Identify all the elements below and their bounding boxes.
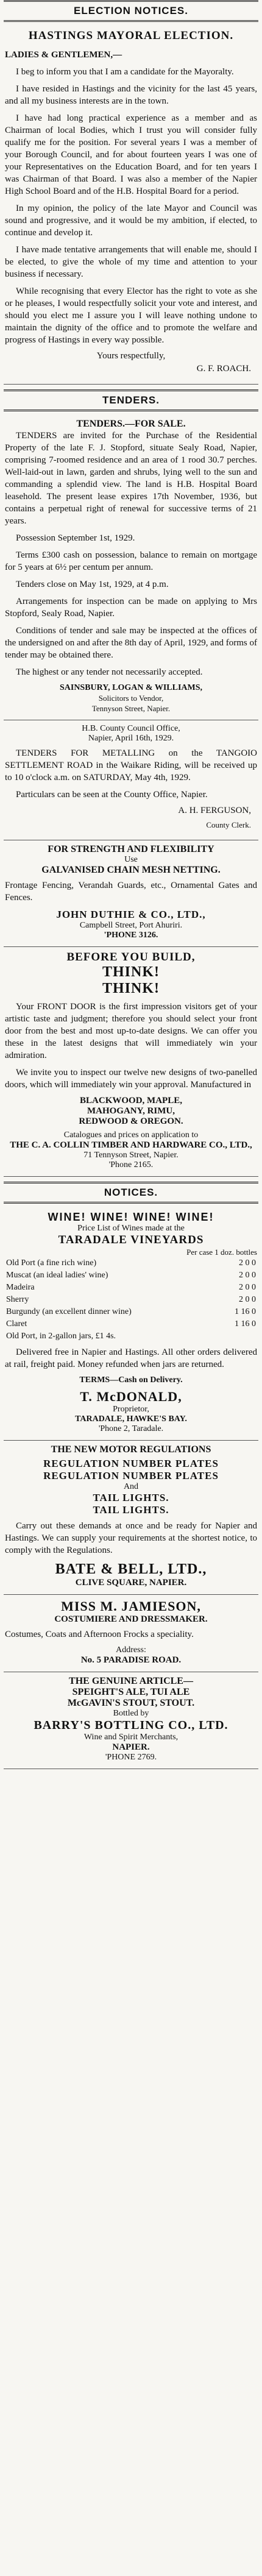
price-row [5, 1257, 257, 1269]
barrys-line-1: SPEIGHT'S ALE, TUI ALE [72, 1687, 190, 1697]
reg-line-5: TAIL LIGHTS. [93, 1504, 169, 1516]
price-item: Old Port (a fine rich wine) [6, 1258, 97, 1268]
election-para-6: While recognising that every Elector has the right to vote as she or he pleases, I would respectfully solicit your vote and interest, and should you elect me I assure you I will leave nothing undone to maintain the dignity of the office and to promote the welfare and progress of Hastings in every way possible. [5, 286, 257, 345]
price-value: 2 0 0 [239, 1258, 256, 1268]
price-value: 1 16 0 [235, 1307, 256, 1316]
build-catalogue: Catalogues and prices on application to [63, 1130, 199, 1140]
sale-signature-sub1: Solicitors to Vendor, [98, 694, 164, 703]
reg-heading: THE NEW MOTOR REGULATIONS [51, 1444, 211, 1455]
metal-signature-sub: County Clerk. [206, 820, 251, 829]
jamieson-address: No. 5 PARADISE ROAD. [80, 1655, 182, 1665]
sale-para-6: Conditions of tender and sale may be inspected at the offices of the undersigned on and after the 8th day of April, 1929, and forms of tender may be obtained there. [5, 626, 257, 660]
metal-particulars: Particulars can be seen at the County Office, Napier. [16, 790, 208, 800]
roach-election-ad [4, 26, 258, 385]
wine-heading: TARADALE VINEYARDS [58, 1233, 204, 1246]
reg-line-2: REGULATION NUMBER PLATES [43, 1470, 219, 1481]
chain-firm: JOHN DUTHIE & CO., LTD., [56, 909, 206, 920]
wine-price-table [5, 1257, 257, 1343]
reg-body: Carry out these demands at once and be ready for Napier and Hastings. We can supply your requirements at the shortest notice, to comply with the Regulations. [5, 1521, 257, 1555]
jamieson-body: Costumes, Coats and Afternoon Frocks a speciality. [5, 1630, 194, 1639]
price-row [5, 1330, 257, 1343]
barrys-heading: THE GENUINE ARTICLE— [69, 1676, 193, 1686]
build-para-2: We invite you to inspect our twelve new designs of two-panelled doors, which will immediately win your approval. Manufactured in [5, 1068, 257, 1090]
motor-regulations-ad [4, 1441, 258, 1595]
price-row [5, 1318, 257, 1330]
build-heading: BEFORE YOU BUILD, [66, 951, 196, 963]
reg-firm: BATE & BELL, LTD., [55, 1561, 207, 1577]
reg-line-1: REGULATION NUMBER PLATES [43, 1458, 219, 1469]
price-item: Madeira [6, 1283, 35, 1292]
price-row [5, 1306, 257, 1318]
sale-para-3: Terms £300 cash on possession, balance to remain on mortgage for 5 years at 6½ per centum per annum. [5, 550, 257, 572]
barrys-bottling-ad [4, 1672, 258, 1769]
council-office: H.B. County Council Office, [82, 724, 180, 733]
proprietor-name: T. McDONALD, [80, 1389, 182, 1404]
collin-timber-ad [4, 947, 258, 1177]
wine-terms: TERMS—Cash on Delivery. [79, 1375, 183, 1385]
notices-section-header: NOTICES. [4, 1182, 258, 1204]
chain-body: Frontage Fencing, Verandah Guards, etc., Ornamental Gates and Fences. [5, 881, 257, 903]
election-closing: Yours respectfully, [96, 351, 166, 361]
chain-mesh-ad [4, 840, 258, 947]
build-woods-2: MAHOGANY, RIMU, [87, 1106, 175, 1116]
sale-para-1: TENDERS are invited for the Purchase of the Residential Property of the late F. J. Stopford, situate Sealy Road, Napier, comprising 7-roomed residence and an area of 1 rood 30.7 perches. Well-laid-out in lawn, garden and shrubs, lying well to the sun and commanding a splendid view. The land is H.B. Hospital Board leasehold. The present lease expires 17th November, 1936, but contains a perpetual right of renewal for successive terms of 21 years. [5, 431, 257, 526]
election-salutation: LADIES & GENTLEMEN,— [5, 50, 122, 60]
build-think-1: THINK! [102, 964, 160, 980]
metal-signature: A. H. FERGUSON, [178, 806, 251, 815]
chain-phone: 'PHONE 3126. [104, 931, 158, 940]
jamieson-trade: COSTUMIERE AND DRESSMAKER. [54, 1614, 208, 1624]
price-value: 1 16 0 [235, 1319, 256, 1329]
election-signature: G. F. ROACH. [196, 364, 251, 374]
price-item: Sherry [6, 1295, 29, 1304]
build-address: 71 Tennyson Street, Napier. [83, 1151, 179, 1160]
sale-signature-sub2: Tennyson Street, Napier. [91, 704, 171, 713]
election-para-3: I have had long practical experience as a member and as Chairman of local Bodies, which I trust you will consider fully qualify me for the position. For several years I was a member of your Borough Council, and for about fourteen years I was one of your Representatives on the Education Board, and for ten years I was Chairman of that Board. I was also a member of the Napier High School Board and of the H.B. Hospital Board for a period. [5, 113, 257, 196]
price-value: 2 0 0 [239, 1283, 256, 1292]
proprietor-title: Proprietor, [113, 1405, 149, 1414]
barrys-address: NAPIER. [112, 1742, 150, 1752]
price-item: Claret [6, 1319, 27, 1329]
jamieson-name: MISS M. JAMIESON, [61, 1598, 201, 1614]
sale-para-7: The highest or any tender not necessarily accepted. [16, 667, 203, 677]
price-value: 2 0 0 [239, 1295, 256, 1304]
price-value: 2 0 0 [239, 1271, 256, 1280]
sale-para-4: Tenders close on May 1st, 1929, at 4 p.m. [16, 580, 169, 589]
council-date: Napier, April 16th, 1929. [88, 734, 174, 743]
sale-para-2: Possession September 1st, 1929. [16, 533, 135, 543]
chain-heading-3: GALVANISED CHAIN MESH NETTING. [41, 865, 221, 875]
reg-address: CLIVE SQUARE, NAPIER. [75, 1578, 187, 1588]
reg-line-3: And [123, 1482, 139, 1491]
build-para-1: Your FRONT DOOR is the first impression visitors get of your artistic taste and judgment; therefore you should select your front door from the best and most up-to-date designs. We can offer you these in the latest designs that will immediately win your admiration. [5, 1002, 257, 1060]
build-phone: 'Phone 2165. [108, 1160, 154, 1169]
taradale-wine-ad [4, 1207, 258, 1441]
build-think-2: THINK! [102, 981, 160, 996]
chain-heading-2: Use [124, 855, 138, 864]
barrys-line-2: McGAVIN'S STOUT, STOUT. [67, 1698, 195, 1708]
barrys-phone: 'PHONE 2769. [105, 1753, 157, 1762]
build-firm: THE C. A. COLLIN TIMBER AND HARDWARE CO., LTD., [10, 1140, 252, 1150]
build-woods-1: BLACKWOOD, MAPLE, [80, 1096, 182, 1105]
price-item: Burgundy (an excellent dinner wine) [6, 1307, 132, 1316]
chain-heading-1: FOR STRENGTH AND FLEXIBILITY [48, 844, 214, 854]
sale-heading: TENDERS.—FOR SALE. [76, 419, 186, 429]
price-row [5, 1269, 257, 1282]
election-section-header: ELECTION NOTICES. [4, 0, 258, 22]
election-para-1: I beg to inform you that I am a candidate for the Mayoralty. [16, 67, 234, 77]
tenders-section-header: TENDERS. [4, 389, 258, 411]
price-row [5, 1282, 257, 1294]
reg-line-4: TAIL LIGHTS. [93, 1492, 169, 1503]
build-woods-3: REDWOOD & OREGON. [79, 1116, 183, 1126]
price-item: Old Port, in 2-gallon jars, £1 4s. [6, 1332, 116, 1341]
wine-col-head: Per case 1 doz. bottles [186, 1247, 257, 1257]
jamieson-ad [4, 1595, 258, 1672]
metalling-tender-ad [4, 720, 258, 840]
sale-para-5: Arrangements for inspection can be made on applying to Mrs Stopford, Sealy Road, Napier. [5, 597, 257, 619]
jamieson-address-label: Address: [116, 1645, 146, 1655]
election-para-5: I have made tentative arrangements that will enable me, should I be elected, to give the whole of my time and attention to your business if necessary. [5, 245, 257, 279]
stopford-sale-ad [4, 415, 258, 720]
wine-price-intro: Price List of Wines made at the [77, 1224, 185, 1233]
chain-address: Campbell Street, Port Ahuriri. [79, 921, 183, 930]
barrys-bottled: Bottled by [113, 1709, 149, 1718]
barrys-trade: Wine and Spirit Merchants, [83, 1733, 179, 1742]
proprietor-address: TARADALE, HAWKE'S BAY. [75, 1414, 187, 1424]
wine-row: WINE! WINE! WINE! WINE! [48, 1211, 214, 1223]
sale-signature: SAINSBURY, LOGAN & WILLIAMS, [59, 683, 203, 692]
barrys-firm: BARRY'S BOTTLING CO., LTD. [34, 1719, 228, 1732]
metal-paragraph: TENDERS FOR METALLING on the TANGOIO SETTLEMENT ROAD in the Waikare Riding, will be received up to 10 o'clock a.m. on SATURDAY, May 4th, 1929. [5, 748, 257, 782]
price-row [5, 1294, 257, 1306]
election-para-4: In my opinion, the policy of the late Mayor and Council was sound and progressive, and it would be my ambition, if elected, to continue and develop it. [5, 204, 257, 238]
election-heading: HASTINGS MAYORAL ELECTION. [28, 29, 234, 42]
proprietor-phone: 'Phone 2, Taradale. [98, 1424, 164, 1433]
wine-delivery: Delivered free in Napier and Hastings. All other orders delivered at rail, freight paid. Money refunded when jars are returned. [5, 1347, 257, 1369]
price-item: Muscat (an ideal ladies' wine) [6, 1271, 108, 1280]
election-para-2: I have resided in Hastings and the vicinity for the last 45 years, and all my business interests are in the town. [5, 84, 257, 106]
